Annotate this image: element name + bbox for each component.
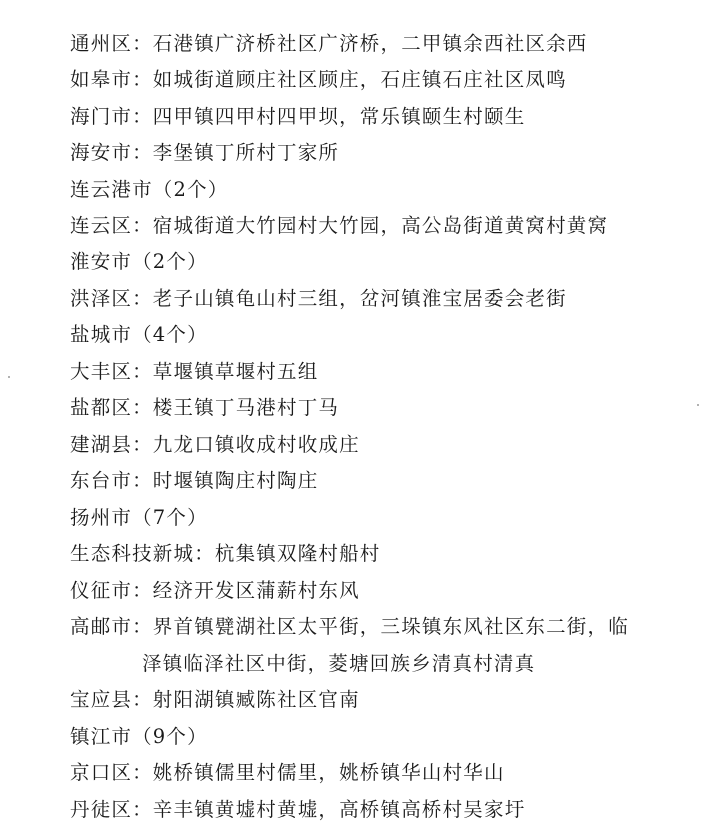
entry-jianhu: 建湖县：九龙口镇收成村收成庄 <box>70 433 360 456</box>
scan-speck <box>697 404 699 406</box>
entry-dantu: 丹徒区：辛丰镇黄墟村黄墟，高桥镇高桥村吴家圩 <box>70 798 526 821</box>
heading-huaian: 淮安市（2个） <box>70 250 208 273</box>
entry-gaoyou-continued: 泽镇临泽社区中街，菱塘回族乡清真村清真 <box>142 652 536 675</box>
entry-jingkou: 京口区：姚桥镇儒里村儒里，姚桥镇华山村华山 <box>70 761 505 784</box>
entry-shengtai-keji-xincheng: 生态科技新城：杭集镇双隆村船村 <box>70 542 381 565</box>
heading-lianyungang: 连云港市（2个） <box>70 178 229 201</box>
entry-rugao: 如皋市：如城街道顾庄社区顾庄，石庄镇石庄社区凤鸣 <box>70 68 567 91</box>
entry-dongtai: 东台市：时堰镇陶庄村陶庄 <box>70 469 319 492</box>
entry-gaoyou: 高邮市：界首镇甓湖社区太平街，三垛镇东风社区东二街，临 <box>70 615 629 638</box>
heading-yancheng: 盐城市（4个） <box>70 323 208 346</box>
heading-zhenjiang: 镇江市（9个） <box>70 725 208 748</box>
heading-yangzhou: 扬州市（7个） <box>70 506 208 529</box>
entry-baoying: 宝应县：射阳湖镇臧陈社区官南 <box>70 688 360 711</box>
entry-hongze: 洪泽区：老子山镇龟山村三组，岔河镇淮宝居委会老街 <box>70 287 567 310</box>
entry-yizheng: 仪征市：经济开发区蒲薪村东风 <box>70 579 360 602</box>
entry-dafeng: 大丰区：草堰镇草堰村五组 <box>70 360 319 383</box>
scan-speck <box>8 376 10 378</box>
entry-yandu: 盐都区：楼王镇丁马港村丁马 <box>70 396 340 419</box>
entry-lianyun: 连云区：宿城街道大竹园村大竹园，高公岛街道黄窝村黄窝 <box>70 214 609 237</box>
entry-haian: 海安市：李堡镇丁所村丁家所 <box>70 141 340 164</box>
entry-tongzhou: 通州区：石港镇广济桥社区广济桥，二甲镇余西社区余西 <box>70 32 588 55</box>
entry-haimen: 海门市：四甲镇四甲村四甲坝，常乐镇颐生村颐生 <box>70 105 526 128</box>
